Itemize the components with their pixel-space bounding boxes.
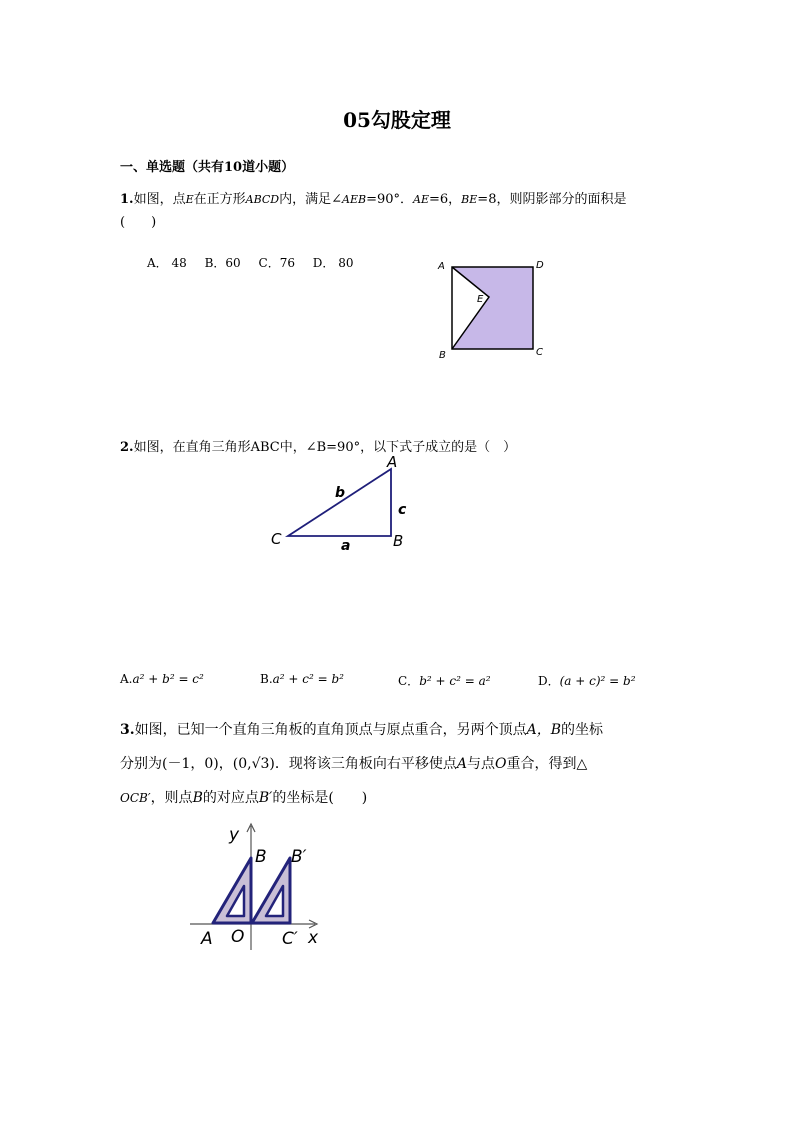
page-title: 05勾股定理 <box>343 108 451 132</box>
q3-text: ．现将该三角板向右平移使点 <box>274 756 457 772</box>
option-d[interactable]: D． 80 <box>312 256 354 270</box>
label-side-c: c <box>398 502 407 518</box>
label-d: D <box>536 260 544 271</box>
q1-square-figure <box>430 255 555 365</box>
question-number: 1. <box>120 192 134 207</box>
q3-coord: (0,√3) <box>232 756 275 772</box>
q3-text: 的坐标 <box>561 722 604 738</box>
q3-line-1 <box>120 713 700 747</box>
q3-var: A，B <box>526 722 562 738</box>
q3-var: B′ <box>258 790 273 806</box>
q1-text: 如图，点 <box>133 192 186 207</box>
question-number: 2. <box>120 440 134 455</box>
q3-text: ，则点 <box>150 790 193 806</box>
question-1 <box>120 190 680 210</box>
q3-text: 的对应点 <box>202 790 259 806</box>
option-letter: A. <box>120 672 133 686</box>
label-c: C <box>536 347 543 358</box>
q1-var: ABCD <box>245 193 280 206</box>
q3-text: 的坐标是( ) <box>272 790 368 806</box>
q3-var: OCB′ <box>120 791 151 805</box>
label-side-b: b <box>335 485 346 501</box>
q3-text: 与点 <box>466 756 495 772</box>
label-x: x <box>308 928 319 948</box>
q2-option-d[interactable] <box>538 672 636 689</box>
q3-coordinate-figure <box>185 820 335 955</box>
label-a: A <box>201 929 213 949</box>
section-heading: 一、单选题（共有10道小题） <box>120 160 295 175</box>
label-b: B <box>393 532 404 550</box>
q3-var: O <box>494 756 507 772</box>
option-letter: D． <box>538 674 560 688</box>
q2-option-b[interactable] <box>260 672 344 686</box>
q2-text: 如图，在直角三角形ABC中，∠B=90°，以下式子成立的是（ ） <box>133 440 517 455</box>
question-number: 3. <box>120 722 135 738</box>
option-letter: B. <box>260 672 273 686</box>
q3-var: A <box>456 756 467 772</box>
option-b[interactable]: B．60 <box>204 256 241 270</box>
label-side-a: a <box>341 538 351 554</box>
q1-text: =90°． <box>366 192 414 207</box>
option-expr: a² + b² = c² <box>132 672 204 686</box>
option-expr: b² + c² = a² <box>419 674 491 688</box>
label-o: O <box>231 927 245 947</box>
q1-text: =8，则阴影部分的面积是 <box>477 192 627 207</box>
label-a: A <box>438 261 445 272</box>
label-e: E <box>477 294 484 305</box>
q2-triangle-figure <box>265 452 425 557</box>
q1-options <box>147 254 368 271</box>
option-expr: (a + c)² = b² <box>559 674 636 688</box>
question-3 <box>120 713 700 815</box>
q3-line-2 <box>120 747 700 781</box>
q2-option-c[interactable] <box>398 672 491 689</box>
label-b: B <box>439 350 446 361</box>
q1-var: BE <box>461 193 478 206</box>
q3-text: 分别为(－1，0)， <box>120 756 233 772</box>
shaded-region <box>452 267 533 349</box>
q1-answer-paren: ( ) <box>120 215 157 230</box>
label-y: y <box>229 825 240 845</box>
q1-var: AEB <box>342 193 367 206</box>
q1-text: 内，满足∠ <box>279 192 343 207</box>
q2-option-a[interactable] <box>120 672 204 686</box>
option-letter: C． <box>398 674 420 688</box>
q1-var: AE <box>413 193 429 206</box>
label-b: B <box>255 847 267 867</box>
q1-text: =6， <box>429 192 462 207</box>
option-a[interactable]: A． 48 <box>147 256 187 270</box>
q1-var: E <box>185 193 194 206</box>
q3-var: B <box>192 790 203 806</box>
option-expr: a² + c² = b² <box>272 672 344 686</box>
label-a: A <box>387 453 398 471</box>
label-c-prime: C′ <box>282 929 298 949</box>
q3-text: 重合，得到△ <box>506 756 588 772</box>
q3-text: 如图，已知一个直角三角板的直角顶点与原点重合，另两个顶点 <box>134 722 527 738</box>
triangle-abc <box>288 469 391 536</box>
label-b-prime: B′ <box>291 847 307 867</box>
q1-text: 在正方形 <box>193 192 246 207</box>
label-c: C <box>271 530 282 548</box>
q3-line-3 <box>120 781 700 815</box>
option-c[interactable]: C．76 <box>258 256 295 270</box>
